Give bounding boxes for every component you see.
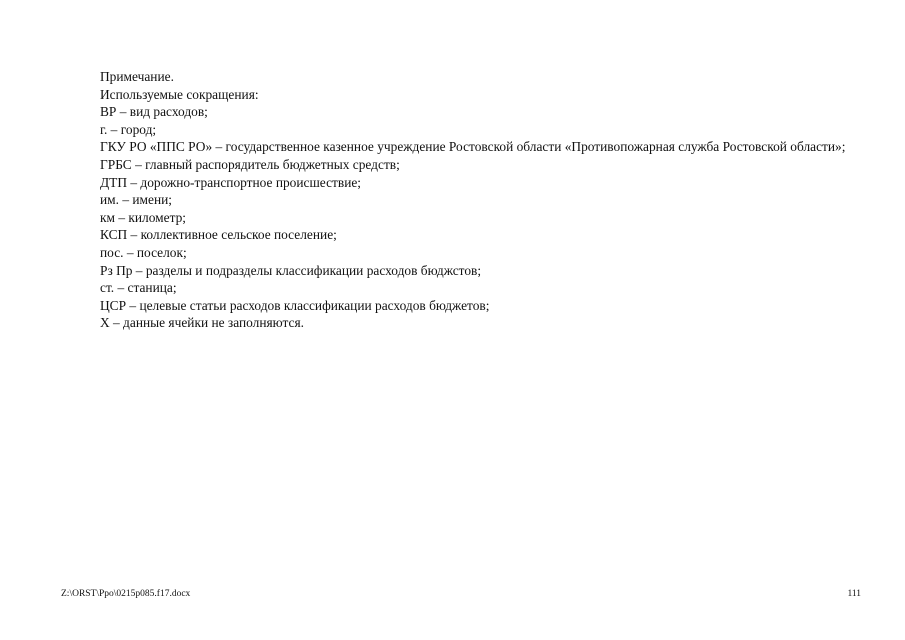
abbreviation-item: ЦСР – целевые статьи расходов классификации расходов бюджетов;	[100, 297, 490, 313]
footer-file-path: Z:\ORST\Ppo\0215p085.f17.docx	[61, 589, 191, 599]
abbreviation-item: км – километр;	[100, 209, 187, 225]
abbreviation-item: пос. – поселок;	[100, 244, 187, 260]
abbreviation-item: Рз Пр – разделы и подразделы классификации расходов бюджстов;	[100, 262, 482, 278]
abbreviation-item: КСП – коллективное сельское поселение;	[100, 227, 337, 243]
abbreviation-item: ВР – вид расходов;	[100, 104, 208, 120]
abbreviation-item: ГРБС – главный распорядитель бюджетных средств;	[100, 156, 400, 172]
abbreviation-item: им. – имени;	[100, 192, 173, 208]
abbreviation-item: ст. – станица;	[100, 280, 177, 296]
abbreviation-item: ДТП – дорожно-транспортное происшествие;	[100, 174, 362, 190]
abbreviation-item: ГКУ РО «ППС РО» – государственное казенное учреждение Ростовской области «Противопожарная служба Ростовской области»;	[100, 139, 846, 155]
footer-page-number: 111	[847, 589, 861, 599]
abbreviations-intro: Используемые сокращения:	[100, 86, 259, 102]
abbreviation-item: Х – данные ячейки не заполняются.	[100, 315, 304, 331]
abbreviation-item: г. – город;	[100, 121, 157, 137]
note-block	[61, 68, 859, 332]
note-heading: Примечание.	[100, 69, 174, 84]
